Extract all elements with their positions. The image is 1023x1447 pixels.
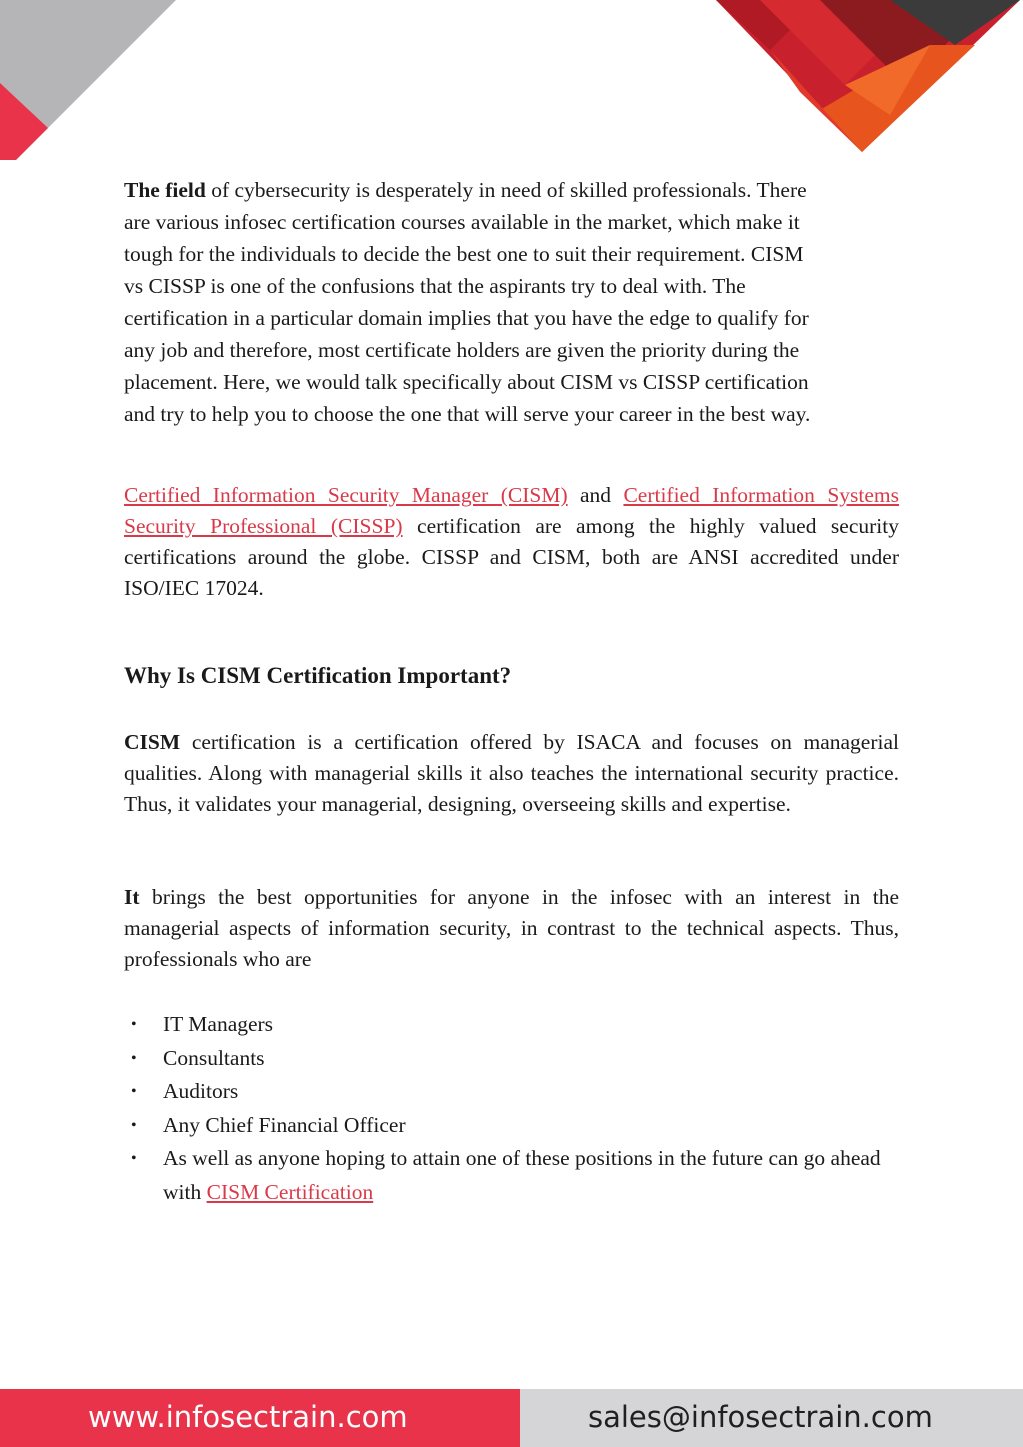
professionals-list	[124, 1008, 884, 1209]
cism-paragraph: CISM certification is a certification offered by ISACA and focuses on managerial qualities. Along with managerial skills it also teaches the international security practice. Thus, it validates your managerial, designing, overseeing skills and expertise.	[124, 730, 899, 816]
intro-line-5: certification in a particular domain implies that you have the edge to qualify for	[124, 306, 809, 330]
list-item: • IT Managers	[124, 1008, 884, 1042]
cissp-link[interactable]: Certified Information Systems Security Professional (CISSP)	[124, 483, 899, 538]
email-link[interactable]: sales@infosectrain.com	[588, 1400, 933, 1434]
certifications-paragraph: Certified Information Security Manager (CISM) and Certified Information Systems Security Professional (CISSP) certification are among the highly valued security certifications around the globe. CISSP and CISM, both are ANSI accredited under ISO/IEC 17024.	[124, 483, 899, 600]
section-heading: Why Is CISM Certification Important?	[124, 663, 512, 688]
footer-bar	[0, 1389, 1023, 1447]
list-item: • Auditors	[124, 1075, 884, 1109]
footer-email-block	[520, 1389, 1023, 1447]
footer-website-block	[0, 1389, 520, 1447]
intro-line-7: placement. Here, we would talk specifically about CISM vs CISSP certification	[124, 370, 809, 394]
bullet-icon: •	[131, 1083, 137, 1100]
intro-line-8: and try to help you to choose the one that will serve your career in the best way.	[124, 402, 811, 426]
cism-link[interactable]: Certified Information Security Manager (CISM)	[124, 483, 568, 507]
intro-line-4: vs CISSP is one of the confusions that the aspirants try to deal with. The	[124, 274, 746, 298]
list-item: • Consultants	[124, 1042, 884, 1076]
intro-line-1: The field of cybersecurity is desperately in need of skilled professionals. There	[124, 178, 807, 202]
cism-certification-link[interactable]: CISM Certification	[206, 1179, 374, 1204]
intro-lead-bold: The field	[124, 178, 206, 202]
list-item: • As well as anyone hoping to attain one of these positions in the future can go ahead with CISM Certification	[124, 1142, 884, 1209]
cism-lead-bold: CISM	[124, 730, 181, 754]
bullet-icon: •	[131, 1116, 137, 1134]
intro-line-3: tough for the individuals to decide the best one to suit their requirement. CISM	[124, 242, 804, 266]
bullet-icon: •	[131, 1016, 137, 1033]
bullet-icon: •	[131, 1049, 137, 1067]
decorative-corner-graphics	[0, 0, 1023, 160]
it-paragraph: It brings the best opportunities for anyone in the infosec with an interest in the managerial aspects of information security, in contrast to the technical aspects. Thus, professionals who are	[124, 885, 899, 971]
website-link[interactable]: www.infosectrain.com	[88, 1400, 408, 1434]
intro-paragraph	[124, 174, 899, 430]
it-lead-bold: It	[124, 885, 140, 909]
intro-line-6: any job and therefore, most certificate holders are given the priority during the	[124, 338, 800, 362]
list-item: • Any Chief Financial Officer	[124, 1109, 884, 1143]
bullet-icon: •	[131, 1150, 137, 1167]
intro-line-2: are various infosec certification courses available in the market, which make it	[124, 210, 800, 234]
